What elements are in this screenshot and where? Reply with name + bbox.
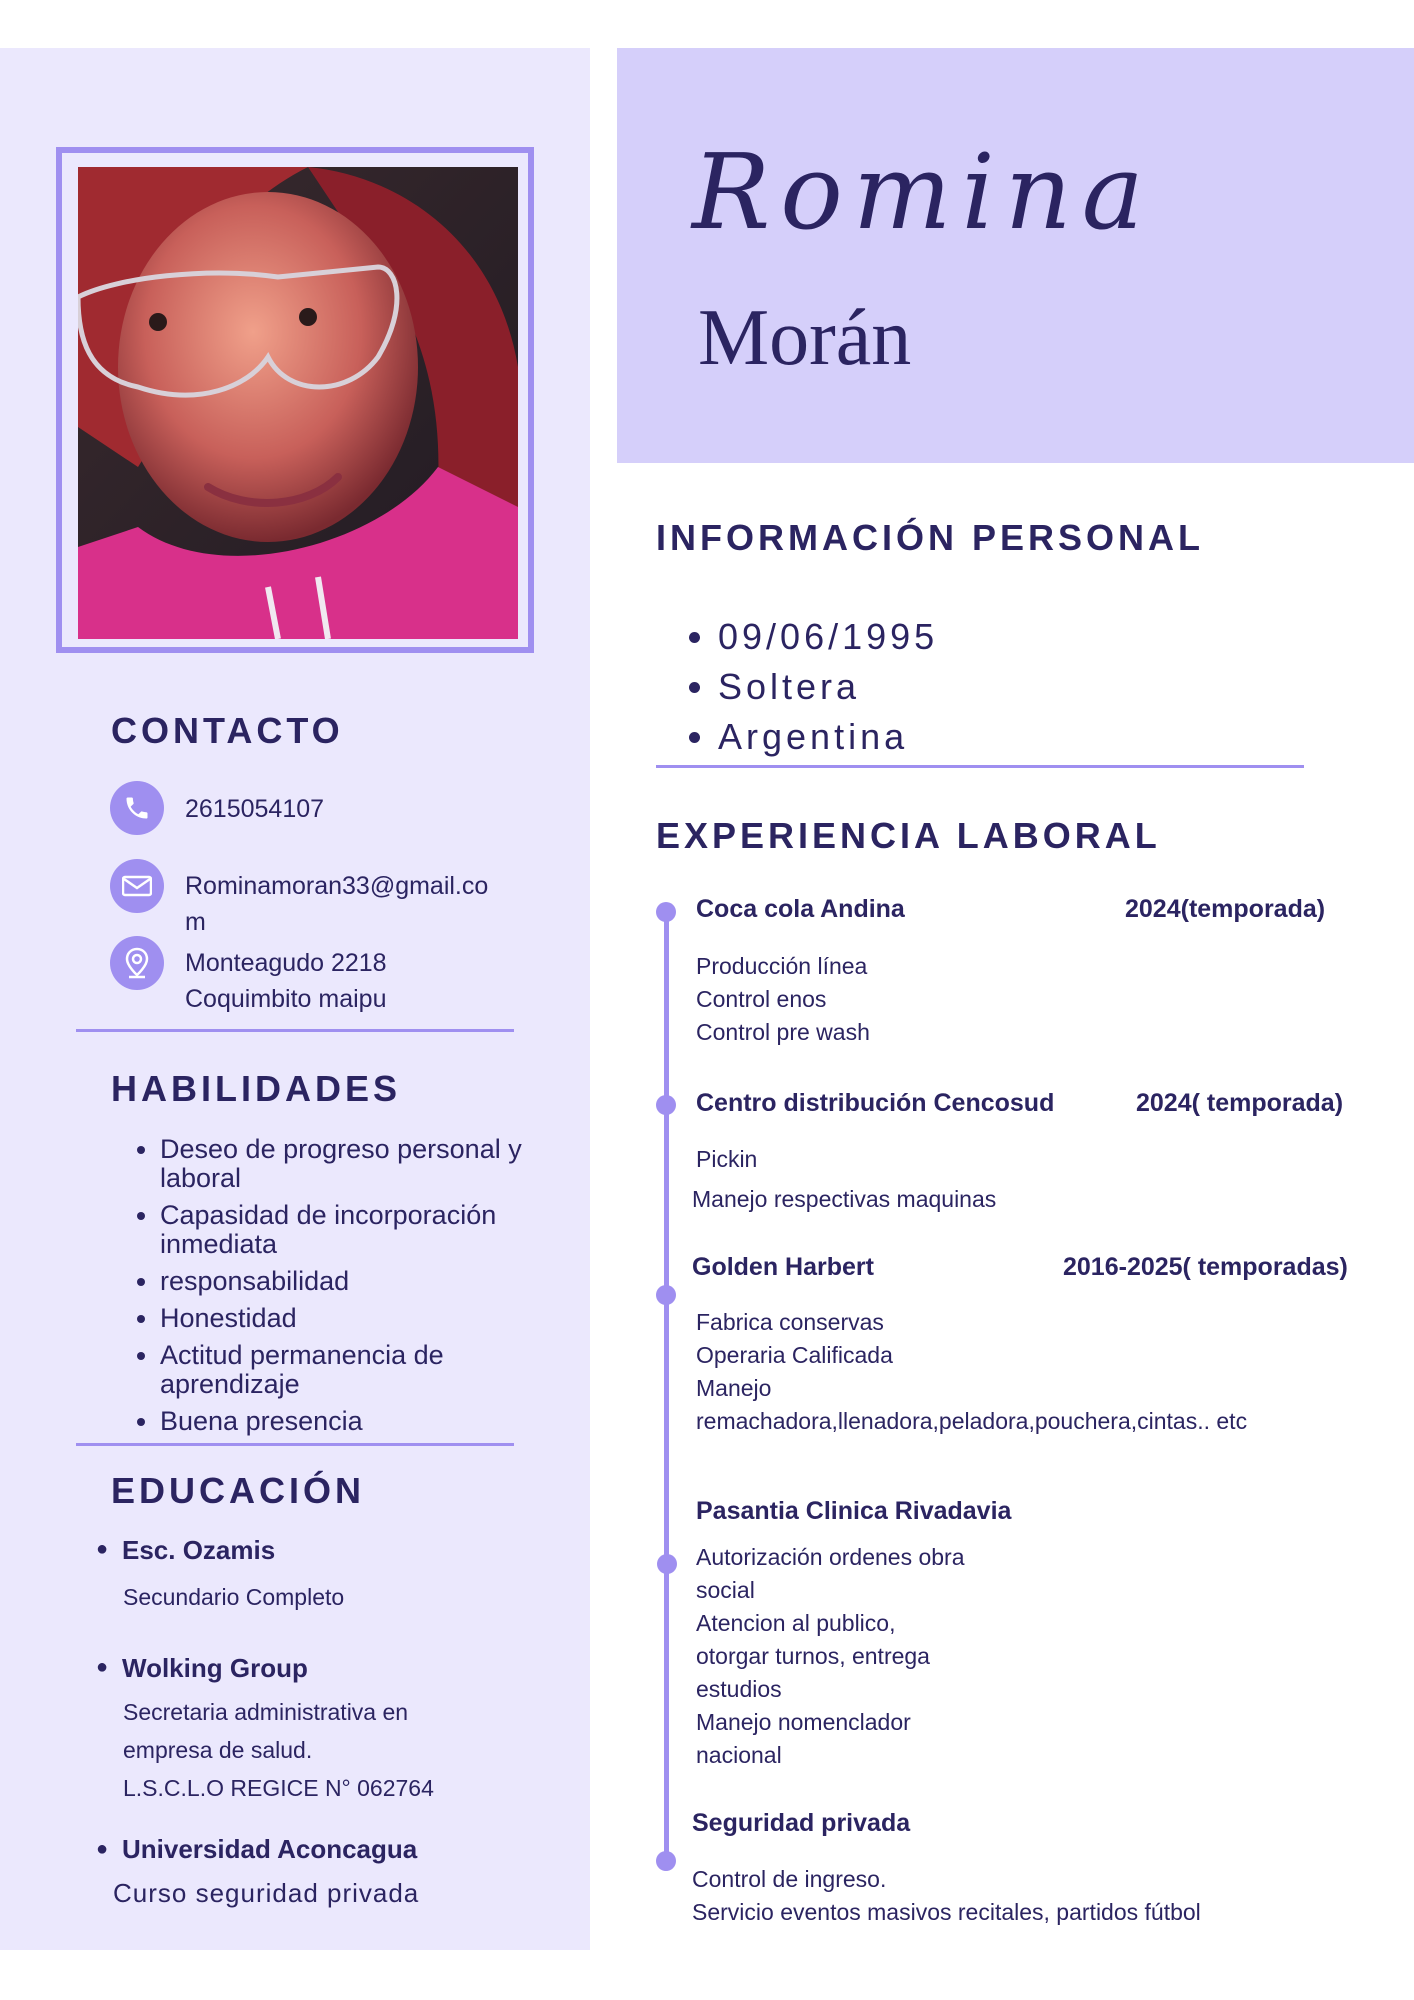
address-line-1: Monteagudo 2218 <box>185 949 387 977</box>
job-description-line: Autorización ordenes obra <box>696 1544 965 1570</box>
email-line-1: Rominamoran33@gmail.co <box>185 872 489 900</box>
job-description-line: remachadora,llenadora,peladora,pouchera,cintas.. etc <box>696 1408 1248 1434</box>
job-description <box>696 950 870 1049</box>
job-description-line: Manejo <box>696 1375 772 1401</box>
job-description-line: Servicio eventos masivos recitales, partidos fútbol <box>692 1899 1201 1925</box>
timeline-dot <box>657 1554 677 1574</box>
education-detail: Curso seguridad privada <box>113 1878 420 1908</box>
birth-date: • 09/06/1995 <box>718 612 938 662</box>
nationality: • Argentina <box>718 712 938 762</box>
job-description <box>692 1863 1201 1929</box>
timeline-dot <box>656 1285 676 1305</box>
job-description-line: Control de ingreso. <box>692 1866 887 1892</box>
skill-item: • Deseo de progreso personal y laboral <box>160 1135 560 1193</box>
education-title: EDUCACIÓN <box>111 1470 366 1511</box>
job-description-line: nacional <box>696 1742 782 1768</box>
address <box>185 945 387 1017</box>
job-description <box>696 1306 1247 1438</box>
marital-status: • Soltera <box>718 662 938 712</box>
education-detail-line: empresa de salud. <box>123 1737 313 1763</box>
job-description-line: Atencion al publico, <box>696 1610 896 1636</box>
job-period: 2024( temporada) <box>1136 1089 1344 1117</box>
address-line-2: Coquimbito maipu <box>185 985 387 1013</box>
education-detail-line: L.S.C.L.O REGICE N° 062764 <box>123 1775 434 1801</box>
bullet-icon: ● <box>96 1656 109 1678</box>
job-period: 2016-2025( temporadas) <box>1063 1253 1348 1281</box>
contact-divider <box>76 1029 514 1032</box>
job-description-line: Fabrica conservas <box>696 1309 884 1335</box>
job-company: Golden Harbert <box>692 1253 874 1281</box>
skill-item: • responsabilidad <box>160 1267 560 1296</box>
job-description <box>696 1541 965 1772</box>
job-description-line: Control enos <box>696 986 827 1012</box>
email-line-2: m <box>185 908 206 936</box>
job-company: Centro distribución Cencosud <box>696 1089 1055 1117</box>
job-description-line: Producción línea <box>696 953 868 979</box>
timeline-dot <box>656 1095 676 1115</box>
location-icon <box>110 936 164 990</box>
job-description-line: Manejo nomenclador <box>696 1709 911 1735</box>
name-header-panel <box>617 48 1414 463</box>
timeline-dot <box>656 1851 676 1871</box>
job-description-line: social <box>696 1577 755 1603</box>
skill-item: • Buena presencia <box>160 1407 560 1436</box>
email-icon <box>110 859 164 913</box>
skill-item: • Actitud permanencia de aprendizaje <box>160 1341 560 1399</box>
profile-photo <box>78 167 518 639</box>
skill-item: • Capasidad de incorporación inmediata <box>160 1201 560 1259</box>
bullet-icon: ● <box>96 1838 109 1860</box>
education-school: Esc. Ozamis <box>122 1535 276 1565</box>
job-description-line: Operaria Calificada <box>696 1342 893 1368</box>
phone-number: 2615054107 <box>185 795 325 823</box>
job-description-line: otorgar turnos, entrega <box>696 1643 930 1669</box>
job-description-line: estudios <box>696 1676 782 1702</box>
education-detail-line: Secretaria administrativa en <box>123 1699 409 1725</box>
job-company: Seguridad privada <box>692 1809 911 1837</box>
job-description-line: Control pre wash <box>696 1019 870 1045</box>
timeline-line <box>664 910 669 1860</box>
job-company: Coca cola Andina <box>696 895 905 923</box>
contact-title: CONTACTO <box>111 710 344 751</box>
timeline-dot <box>656 902 676 922</box>
personal-info-list <box>680 612 938 762</box>
email-address <box>185 868 488 940</box>
education-school: Universidad Aconcagua <box>122 1834 418 1864</box>
education-detail: Secundario Completo <box>123 1584 345 1610</box>
phone-icon <box>110 781 164 835</box>
education-school: Wolking Group <box>122 1653 308 1683</box>
personal-info-title: INFORMACIÓN PERSONAL <box>656 517 1204 558</box>
job-company: Pasantia Clinica Rivadavia <box>696 1497 1012 1525</box>
education-detail <box>123 1693 434 1807</box>
bullet-icon: ● <box>96 1538 109 1560</box>
personal-divider <box>656 765 1304 768</box>
skills-divider <box>76 1443 514 1446</box>
skills-title: HABILIDADES <box>111 1068 402 1109</box>
last-name: Morán <box>698 294 912 382</box>
job-description-line: Pickin <box>696 1146 758 1172</box>
job-period: 2024(temporada) <box>1125 895 1326 923</box>
job-description-line: Manejo respectivas maquinas <box>692 1186 997 1212</box>
first-name: Romina <box>692 131 1154 253</box>
experience-title: EXPERIENCIA LABORAL <box>656 815 1161 856</box>
skills-list <box>130 1135 560 1444</box>
skill-item: • Honestidad <box>160 1304 560 1333</box>
